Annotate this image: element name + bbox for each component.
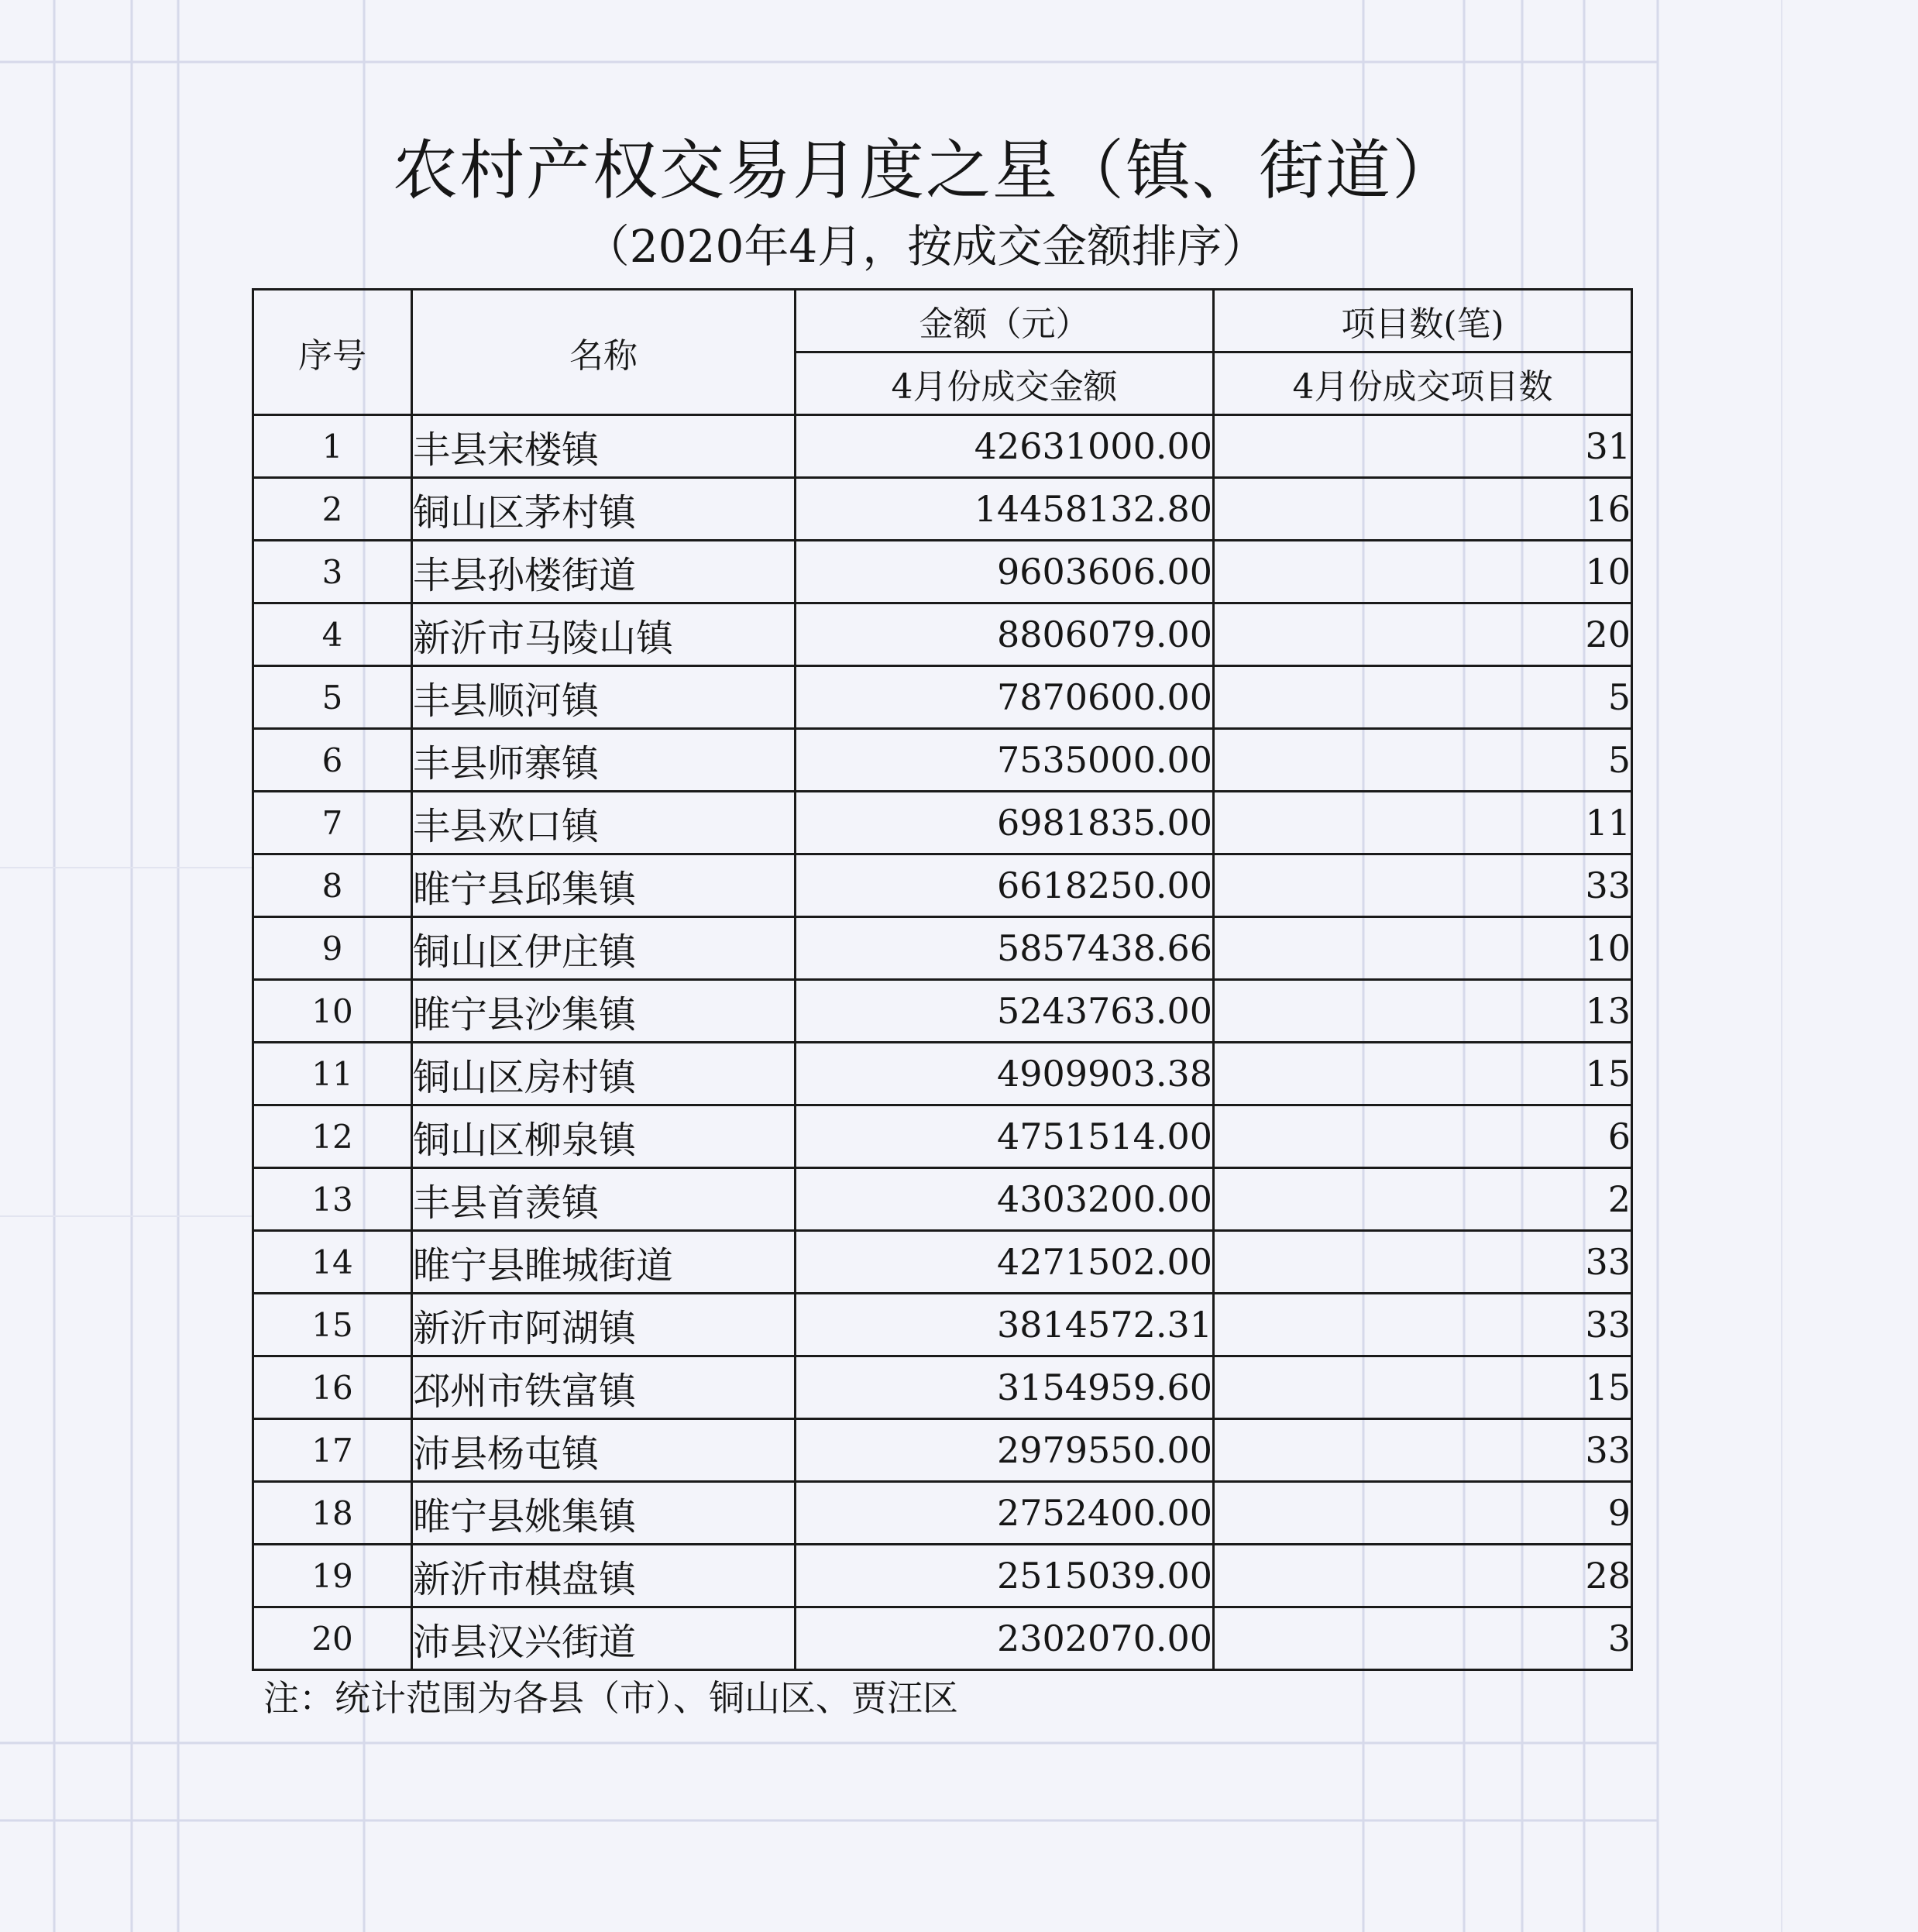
row-count: 28	[1214, 1545, 1632, 1607]
row-count: 2	[1214, 1168, 1632, 1231]
page-subtitle: （2020年4月，按成交金额排序）	[584, 220, 1267, 273]
row-name: 邳州市铁富镇	[412, 1356, 796, 1419]
header-name: 名称	[412, 290, 796, 415]
row-count: 16	[1214, 478, 1632, 541]
row-amount: 5857438.66	[796, 917, 1214, 980]
row-count: 6	[1214, 1105, 1632, 1168]
row-amount: 7535000.00	[796, 729, 1214, 792]
footnote: 注：统计范围为各县（市）、铜山区、贾汪区	[263, 1677, 958, 1719]
row-seq: 12	[253, 1105, 412, 1168]
row-amount: 4909903.38	[796, 1043, 1214, 1105]
row-count: 15	[1214, 1043, 1632, 1105]
row-seq: 14	[253, 1231, 412, 1294]
table-row	[253, 666, 1632, 729]
row-seq: 8	[253, 854, 412, 917]
table-row	[253, 854, 1632, 917]
table-row	[253, 729, 1632, 792]
table-row	[253, 478, 1632, 541]
row-seq: 18	[253, 1482, 412, 1545]
row-amount: 4751514.00	[796, 1105, 1214, 1168]
row-count: 33	[1214, 854, 1632, 917]
header-count-group: 项目数(笔)	[1214, 290, 1632, 352]
header-count-sub: 4月份成交项目数	[1214, 352, 1632, 415]
table-row	[253, 415, 1632, 478]
row-name: 铜山区伊庄镇	[412, 917, 796, 980]
row-name: 睢宁县睢城街道	[412, 1231, 796, 1294]
row-amount: 4303200.00	[796, 1168, 1214, 1231]
row-name: 新沂市阿湖镇	[412, 1294, 796, 1356]
row-count: 11	[1214, 792, 1632, 854]
table-row	[253, 917, 1632, 980]
table-row	[253, 1419, 1632, 1482]
row-count: 33	[1214, 1294, 1632, 1356]
row-seq: 16	[253, 1356, 412, 1419]
row-name: 沛县杨屯镇	[412, 1419, 796, 1482]
row-count: 33	[1214, 1231, 1632, 1294]
row-amount: 9603606.00	[796, 541, 1214, 603]
row-name: 新沂市棋盘镇	[412, 1545, 796, 1607]
row-name: 新沂市马陵山镇	[412, 603, 796, 666]
row-count: 5	[1214, 729, 1632, 792]
row-seq: 11	[253, 1043, 412, 1105]
row-name: 丰县顺河镇	[412, 666, 796, 729]
row-name: 铜山区茅村镇	[412, 478, 796, 541]
ranking-table	[252, 288, 1633, 1671]
row-count: 10	[1214, 917, 1632, 980]
row-name: 睢宁县邱集镇	[412, 854, 796, 917]
row-name: 铜山区柳泉镇	[412, 1105, 796, 1168]
row-name: 丰县孙楼街道	[412, 541, 796, 603]
header-amount-sub: 4月份成交金额	[796, 352, 1214, 415]
row-amount: 42631000.00	[796, 415, 1214, 478]
table-row	[253, 1356, 1632, 1419]
row-count: 20	[1214, 603, 1632, 666]
row-amount: 2979550.00	[796, 1419, 1214, 1482]
table-row	[253, 1168, 1632, 1231]
header-amount-group: 金额（元）	[796, 290, 1214, 352]
row-amount: 7870600.00	[796, 666, 1214, 729]
row-amount: 14458132.80	[796, 478, 1214, 541]
table-row	[253, 541, 1632, 603]
row-seq: 19	[253, 1545, 412, 1607]
table-row	[253, 1545, 1632, 1607]
row-name: 丰县欢口镇	[412, 792, 796, 854]
row-seq: 9	[253, 917, 412, 980]
row-seq: 3	[253, 541, 412, 603]
row-name: 睢宁县姚集镇	[412, 1482, 796, 1545]
page-title: 农村产权交易月度之星（镇、街道）	[392, 132, 1459, 208]
row-seq: 17	[253, 1419, 412, 1482]
row-amount: 3814572.31	[796, 1294, 1214, 1356]
row-amount: 2515039.00	[796, 1545, 1214, 1607]
row-seq: 15	[253, 1294, 412, 1356]
row-seq: 10	[253, 980, 412, 1043]
table-row	[253, 792, 1632, 854]
row-seq: 1	[253, 415, 412, 478]
row-amount: 2752400.00	[796, 1482, 1214, 1545]
row-amount: 6981835.00	[796, 792, 1214, 854]
row-count: 31	[1214, 415, 1632, 478]
row-name: 丰县宋楼镇	[412, 415, 796, 478]
row-count: 5	[1214, 666, 1632, 729]
row-name: 睢宁县沙集镇	[412, 980, 796, 1043]
row-name: 沛县汉兴街道	[412, 1607, 796, 1670]
row-amount: 5243763.00	[796, 980, 1214, 1043]
row-amount: 3154959.60	[796, 1356, 1214, 1419]
row-seq: 6	[253, 729, 412, 792]
header-seq: 序号	[253, 290, 412, 415]
table-body	[253, 415, 1632, 1670]
row-name: 丰县师寨镇	[412, 729, 796, 792]
row-count: 10	[1214, 541, 1632, 603]
row-count: 9	[1214, 1482, 1632, 1545]
row-seq: 2	[253, 478, 412, 541]
table-row	[253, 1607, 1632, 1670]
row-seq: 13	[253, 1168, 412, 1231]
row-count: 15	[1214, 1356, 1632, 1419]
table-row	[253, 1105, 1632, 1168]
row-name: 铜山区房村镇	[412, 1043, 796, 1105]
row-count: 33	[1214, 1419, 1632, 1482]
row-amount: 8806079.00	[796, 603, 1214, 666]
row-count: 13	[1214, 980, 1632, 1043]
row-name: 丰县首羡镇	[412, 1168, 796, 1231]
table-row	[253, 1231, 1632, 1294]
row-seq: 20	[253, 1607, 412, 1670]
row-seq: 7	[253, 792, 412, 854]
table-row	[253, 1482, 1632, 1545]
row-amount: 6618250.00	[796, 854, 1214, 917]
row-amount: 2302070.00	[796, 1607, 1214, 1670]
table-row	[253, 980, 1632, 1043]
table-row	[253, 1294, 1632, 1356]
row-seq: 5	[253, 666, 412, 729]
row-amount: 4271502.00	[796, 1231, 1214, 1294]
table-row	[253, 1043, 1632, 1105]
row-seq: 4	[253, 603, 412, 666]
row-count: 3	[1214, 1607, 1632, 1670]
table-row	[253, 603, 1632, 666]
